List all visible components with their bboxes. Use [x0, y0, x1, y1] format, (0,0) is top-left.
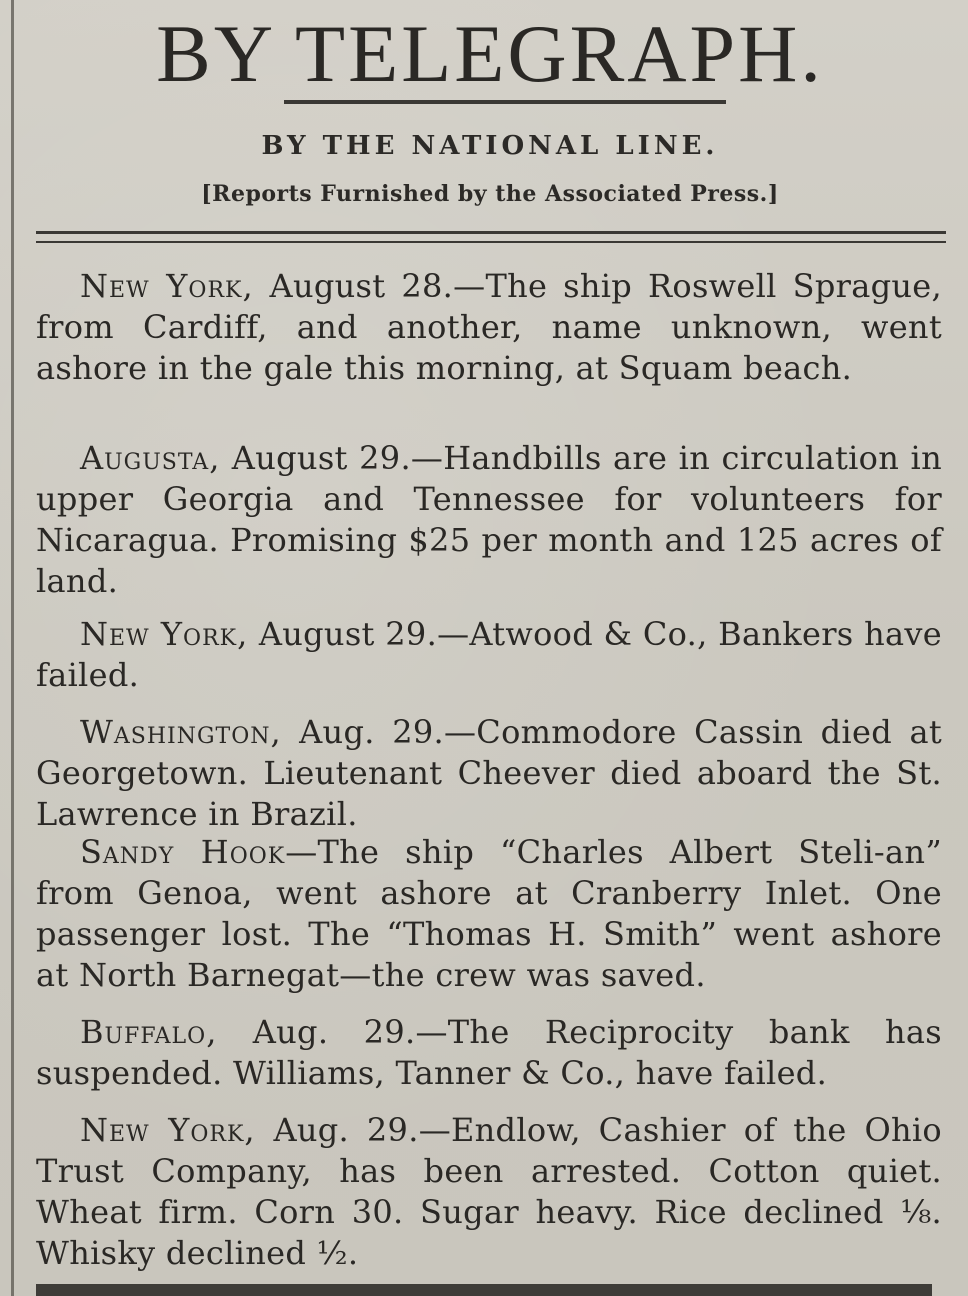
bottom-rule: [36, 1284, 932, 1296]
dateline-date: August 28.: [253, 267, 454, 305]
dateline-place: Sandy Hook: [80, 833, 286, 871]
headline-rule: [284, 100, 726, 104]
dateline-place: New York,: [80, 1111, 256, 1149]
subhead: BY THE NATIONAL LINE.: [261, 131, 719, 161]
dateline-date: August 29.: [248, 615, 438, 653]
item-text: —The ship Roswell Sprague, from Cardiff, and another, name unknown, went ashore in the gale this morning, at Squam beach.: [36, 267, 942, 387]
item-text: —Endlow, Cashier of the Ohio Trust Company, has been arrested. Cotton quiet. Wheat firm. Corn 30. Sugar heavy. Rice declined ⅛. Whisky declined ½.: [36, 1111, 942, 1272]
news-item-washington: [36, 712, 942, 835]
dateline-place: Augusta,: [80, 439, 221, 477]
news-item-buffalo: [36, 1012, 942, 1094]
dateline-place: Buffalo,: [80, 1013, 218, 1051]
item-text: —Commodore Cassin died at Georgetown. Lieutenant Cheever died aboard the St. Lawrence in Brazil.: [36, 713, 942, 833]
dateline-date: Aug. 29.: [255, 1111, 419, 1149]
column-border-rule: [11, 0, 14, 1296]
dateline-date: Aug. 29.: [217, 1013, 416, 1051]
section-double-rule: [36, 231, 946, 243]
dateline-place: Washington,: [80, 713, 282, 751]
item-text: —The ship “Charles Albert Steli-an” from Genoa, went ashore at Cranberry Inlet. One passenger lost. The “Thomas H. Smith” went ashore at North Barnegat—the crew was saved.: [36, 833, 942, 994]
press-credit-line: [Reports Furnished by the Associated Press.]: [201, 181, 779, 207]
news-item-sandy-hook: [36, 832, 942, 996]
news-item-new-york-aug-28: [36, 266, 942, 389]
dateline-date: August 29.: [220, 439, 411, 477]
news-item-new-york-aug-29-bankers: [36, 614, 942, 696]
item-text: —The Reciprocity bank has suspended. Williams, Tanner & Co., have failed.: [36, 1013, 943, 1092]
dateline-place: New York,: [80, 615, 249, 653]
item-text: —Atwood & Co., Bankers have failed.: [36, 615, 942, 694]
news-item-augusta: [36, 438, 942, 602]
news-item-new-york-aug-29-markets: [36, 1110, 942, 1274]
dateline-date: Aug. 29.: [281, 713, 444, 751]
headline: BY TELEGRAPH.: [156, 8, 824, 99]
dateline-place: New York,: [80, 267, 254, 305]
item-text: —Handbills are in circulation in upper Georgia and Tennessee for volunteers for Nicaragua. Promising $25 per month and 125 acres of land.: [36, 439, 942, 600]
